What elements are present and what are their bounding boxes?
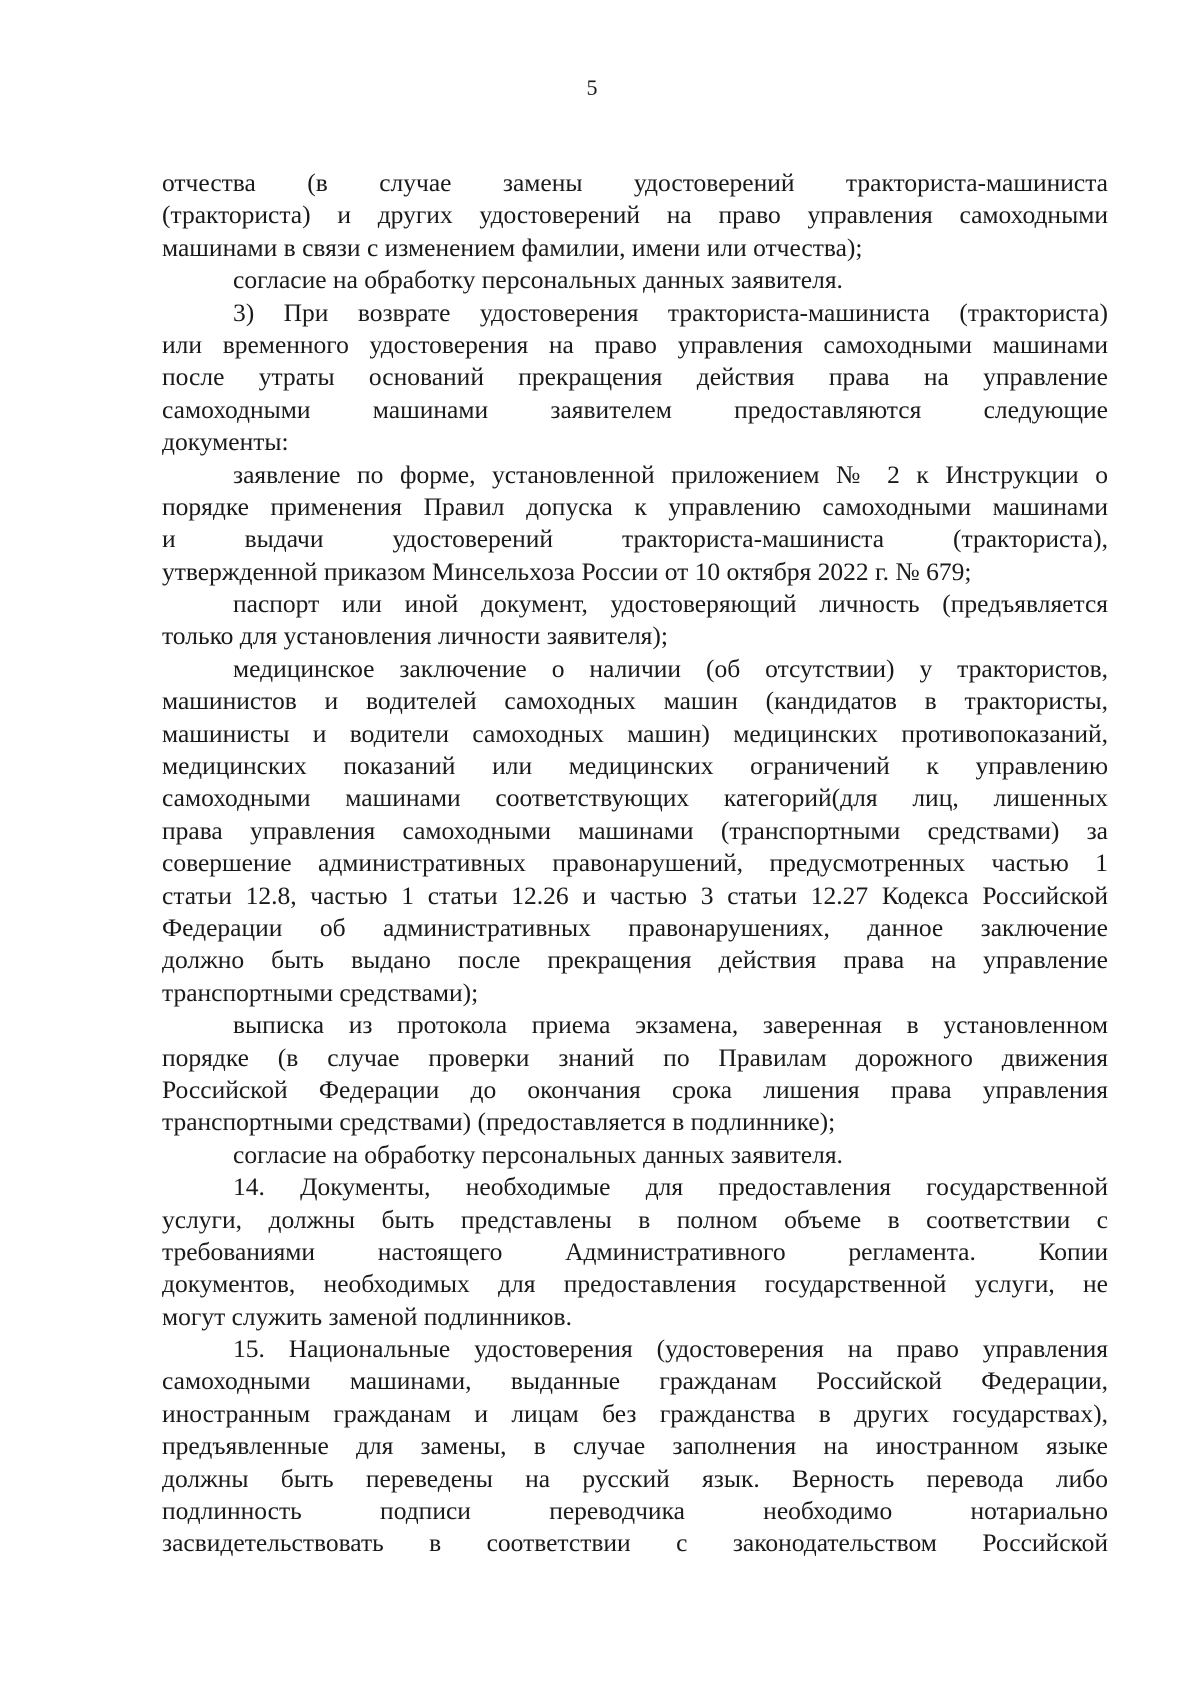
document-body xyxy=(162,167,1108,1560)
text-line: совершение административных правонарушений, предусмотренных частью 1 xyxy=(162,848,1108,878)
page-number: 5 xyxy=(586,75,598,100)
text-line: должно быть выдано после прекращения действия права на управление xyxy=(162,945,1108,975)
text-line: должны быть переведены на русский язык. Верность перевода либо xyxy=(162,1463,1108,1493)
text-line: самоходными машинами заявителем предоставляются следующие xyxy=(162,394,1108,424)
text-line: отчества (в случае замены удостоверений тракториста-машиниста xyxy=(162,168,1108,197)
text-line: 15. Национальные удостоверения (удостоверения на право управления xyxy=(233,1334,1108,1364)
text-line: услуги, должны быть представлены в полном объеме в соответствии с xyxy=(162,1204,1108,1234)
text-line: паспорт или иной документ, удостоверяющий личность (предъявляется xyxy=(233,589,1108,619)
text-line: самоходными машинами соответствующих категорий(для лиц, лишенных xyxy=(162,783,1108,813)
text-line: Федерации об административных правонарушениях, данное заключение xyxy=(162,912,1108,942)
text-line: и выдачи удостоверений тракториста-машиниста (тракториста), xyxy=(162,524,1108,554)
text-line: согласие на обработку персональных данных заявителя. xyxy=(233,1139,843,1169)
text-line: выписка из протокола приема экзамена, заверенная в установленном xyxy=(233,1010,1108,1040)
text-line: Российской Федерации до окончания срока лишения права управления xyxy=(162,1074,1108,1104)
text-line: (тракториста) и других удостоверений на право управления самоходными xyxy=(162,200,1108,230)
text-line: засвидетельствовать в соответствии с законодательством Российской xyxy=(162,1528,1108,1558)
text-line: машинисты и водители самоходных машин) медицинских противопоказаний, xyxy=(162,718,1108,748)
text-line: после утраты оснований прекращения действия права на управление xyxy=(162,362,1108,392)
text-line: предъявленные для замены, в случае заполнения на иностранном языке xyxy=(162,1431,1108,1461)
text-line: самоходными машинами, выданные гражданам Российской Федерации, xyxy=(162,1366,1108,1396)
text-line: утвержденной приказом Минсельхоза России от 10 октября 2022 г. № 679; xyxy=(162,556,972,586)
text-line: медицинское заключение о наличии (об отсутствии) у трактористов, xyxy=(233,653,1108,683)
text-line: документов, необходимых для предоставления государственной услуги, не xyxy=(162,1269,1108,1299)
text-line: или временного удостоверения на право управления самоходными машинами xyxy=(162,329,1108,359)
text-line: медицинских показаний или медицинских ограничений к управлению xyxy=(162,751,1108,781)
text-line: 3) При возврате удостоверения тракториста-машиниста (тракториста) xyxy=(233,297,1108,327)
text-line: подлинность подписи переводчика необходимо нотариально xyxy=(162,1496,1108,1526)
text-line: статьи 12.8, частью 1 статьи 12.26 и частью 3 статьи 12.27 Кодекса Российской xyxy=(162,880,1108,910)
text-line: требованиями настоящего Административного регламента. Копии xyxy=(162,1236,1108,1266)
text-line: транспортными средствами); xyxy=(162,977,479,1007)
text-line: только для установления личности заявителя); xyxy=(162,621,668,651)
text-line: транспортными средствами) (предоставляется в подлиннике); xyxy=(162,1107,836,1137)
text-line: порядке (в случае проверки знаний по Правилам дорожного движения xyxy=(162,1042,1108,1072)
text-line: порядке применения Правил допуска к управлению самоходными машинами xyxy=(162,491,1108,521)
text-line: могут служить заменой подлинников. xyxy=(162,1301,572,1331)
text-line: заявление по форме, установленной приложением № 2 к Инструкции о xyxy=(233,459,1108,489)
text-line: машинистов и водителей самоходных машин (кандидатов в трактористы, xyxy=(162,686,1108,716)
text-line: 14. Документы, необходимые для предоставления государственной xyxy=(233,1172,1108,1202)
text-line: права управления самоходными машинами (транспортными средствами) за xyxy=(162,815,1108,845)
text-line: согласие на обработку персональных данных заявителя. xyxy=(233,265,843,295)
text-line: документы: xyxy=(162,427,289,457)
text-line: иностранным гражданам и лицам без гражданства в других государствах), xyxy=(162,1398,1108,1428)
text-line: машинами в связи с изменением фамилии, имени или отчества); xyxy=(162,232,863,262)
